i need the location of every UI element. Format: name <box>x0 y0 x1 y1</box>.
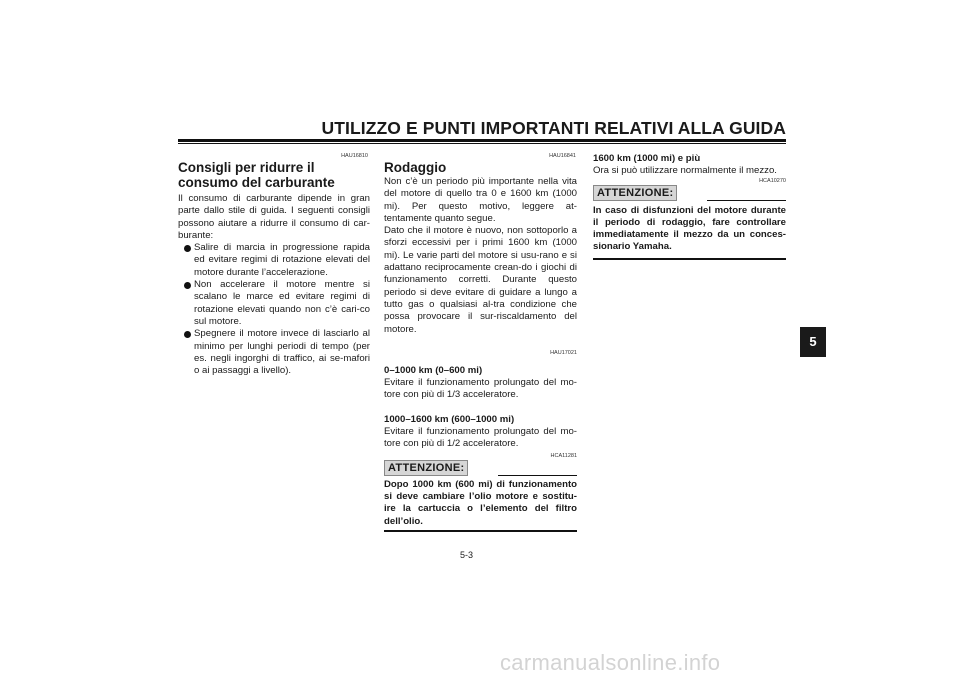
section-heading: Consigli per ridurre il consumo del carburante <box>178 160 335 190</box>
section-code: HAU16841 <box>549 153 576 159</box>
caution-label: ATTENZIONE: <box>593 185 677 201</box>
page-title: UTILIZZO E PUNTI IMPORTANTI RELATIVI ALLA GUIDA <box>321 118 786 138</box>
bullet-icon <box>184 245 191 252</box>
paragraph: Evitare il funzionamento prolungato del mo-tore con più di 1/2 acceleratore. <box>384 426 577 450</box>
list-item: Spegnere il motore invece di lasciarlo al minimo per lunghi periodi di tempo (per es. negli ingorghi di traffico, ai se-mafori o ai passaggi a livello). <box>178 328 370 377</box>
section-code: HCA11281 <box>550 452 577 459</box>
caution-rule <box>498 475 577 476</box>
caution-text: Dopo 1000 km (600 mi) di funzionamento si deve cambiare l’olio motore e sostitu-ire la cartuccia o l’elemento del filtro dell’olio. <box>384 478 577 527</box>
caution-header <box>593 185 786 201</box>
caution-bottom-rule <box>593 258 786 260</box>
caution-text: In caso di disfunzioni del motore durante il periodo di rodaggio, fare controllare immediatamente il mezzo da un conces-sionario Yamaha. <box>593 204 786 253</box>
page-number: 5-3 <box>460 550 474 560</box>
watermark: carmanualsonline.info <box>500 650 721 675</box>
column-2 <box>384 160 577 532</box>
bullet-icon <box>184 331 191 338</box>
section-code: HCA10270 <box>759 177 786 184</box>
tips-list <box>178 242 370 377</box>
subheading: 1000–1600 km (600–1000 mi) <box>384 413 515 425</box>
column-1 <box>178 160 370 377</box>
caution-header <box>384 460 577 476</box>
caution-label: ATTENZIONE: <box>384 460 468 476</box>
section-code: HAU17021 <box>550 349 577 356</box>
paragraph: Evitare il funzionamento prolungato del mo-tore con più di 1/3 acceleratore. <box>384 377 577 401</box>
header-rule-thin <box>178 143 786 144</box>
intro-paragraph: Il consumo di carburante dipende in gran parte dallo stile di guida. I seguenti consigli possono aiutare a ridurre il consumo di car-burante: <box>178 193 370 241</box>
subheading: 1600 km (1000 mi) e più <box>593 153 701 164</box>
paragraph: Ora si può utilizzare normalmente il mezzo. <box>593 165 777 177</box>
bullet-icon <box>184 282 191 289</box>
section-heading: Rodaggio <box>384 160 447 175</box>
header-rule <box>178 139 786 142</box>
subheading: 0–1000 km (0–600 mi) <box>384 364 483 376</box>
paragraph: Non c’è un periodo più importante nella vita del motore di quello tra 0 e 1600 km (1000 mi). Per questo motivo, leggere at-tentamente quanto segue. <box>384 176 577 224</box>
section-code: HAU16810 <box>341 153 368 159</box>
chapter-tab: 5 <box>800 327 826 357</box>
paragraph: Dato che il motore è nuovo, non sottoporlo a sforzi eccessivi per i primi 1600 km (1000 mi). Le varie parti del motore si usu-rano e si adattano reciprocamente crean-do i giochi di funzionamento corretti. Durante questo periodo si deve evitare di guidare a lungo a tutto gas o qualsiasi al-tra condizione che possa provocare il sur-riscaldamento del motore. <box>384 225 577 335</box>
column-3 <box>593 153 786 260</box>
caution-rule <box>707 200 786 201</box>
list-item: Salire di marcia in progressione rapida ed evitare regimi di rotazione elevati del motore durante l’accelerazione. <box>178 242 370 279</box>
list-item: Non accelerare il motore mentre si scalano le marce ed evitare regimi di rotazione elevati quando non c’è cari-co sul motore. <box>178 279 370 328</box>
caution-bottom-rule <box>384 530 577 532</box>
